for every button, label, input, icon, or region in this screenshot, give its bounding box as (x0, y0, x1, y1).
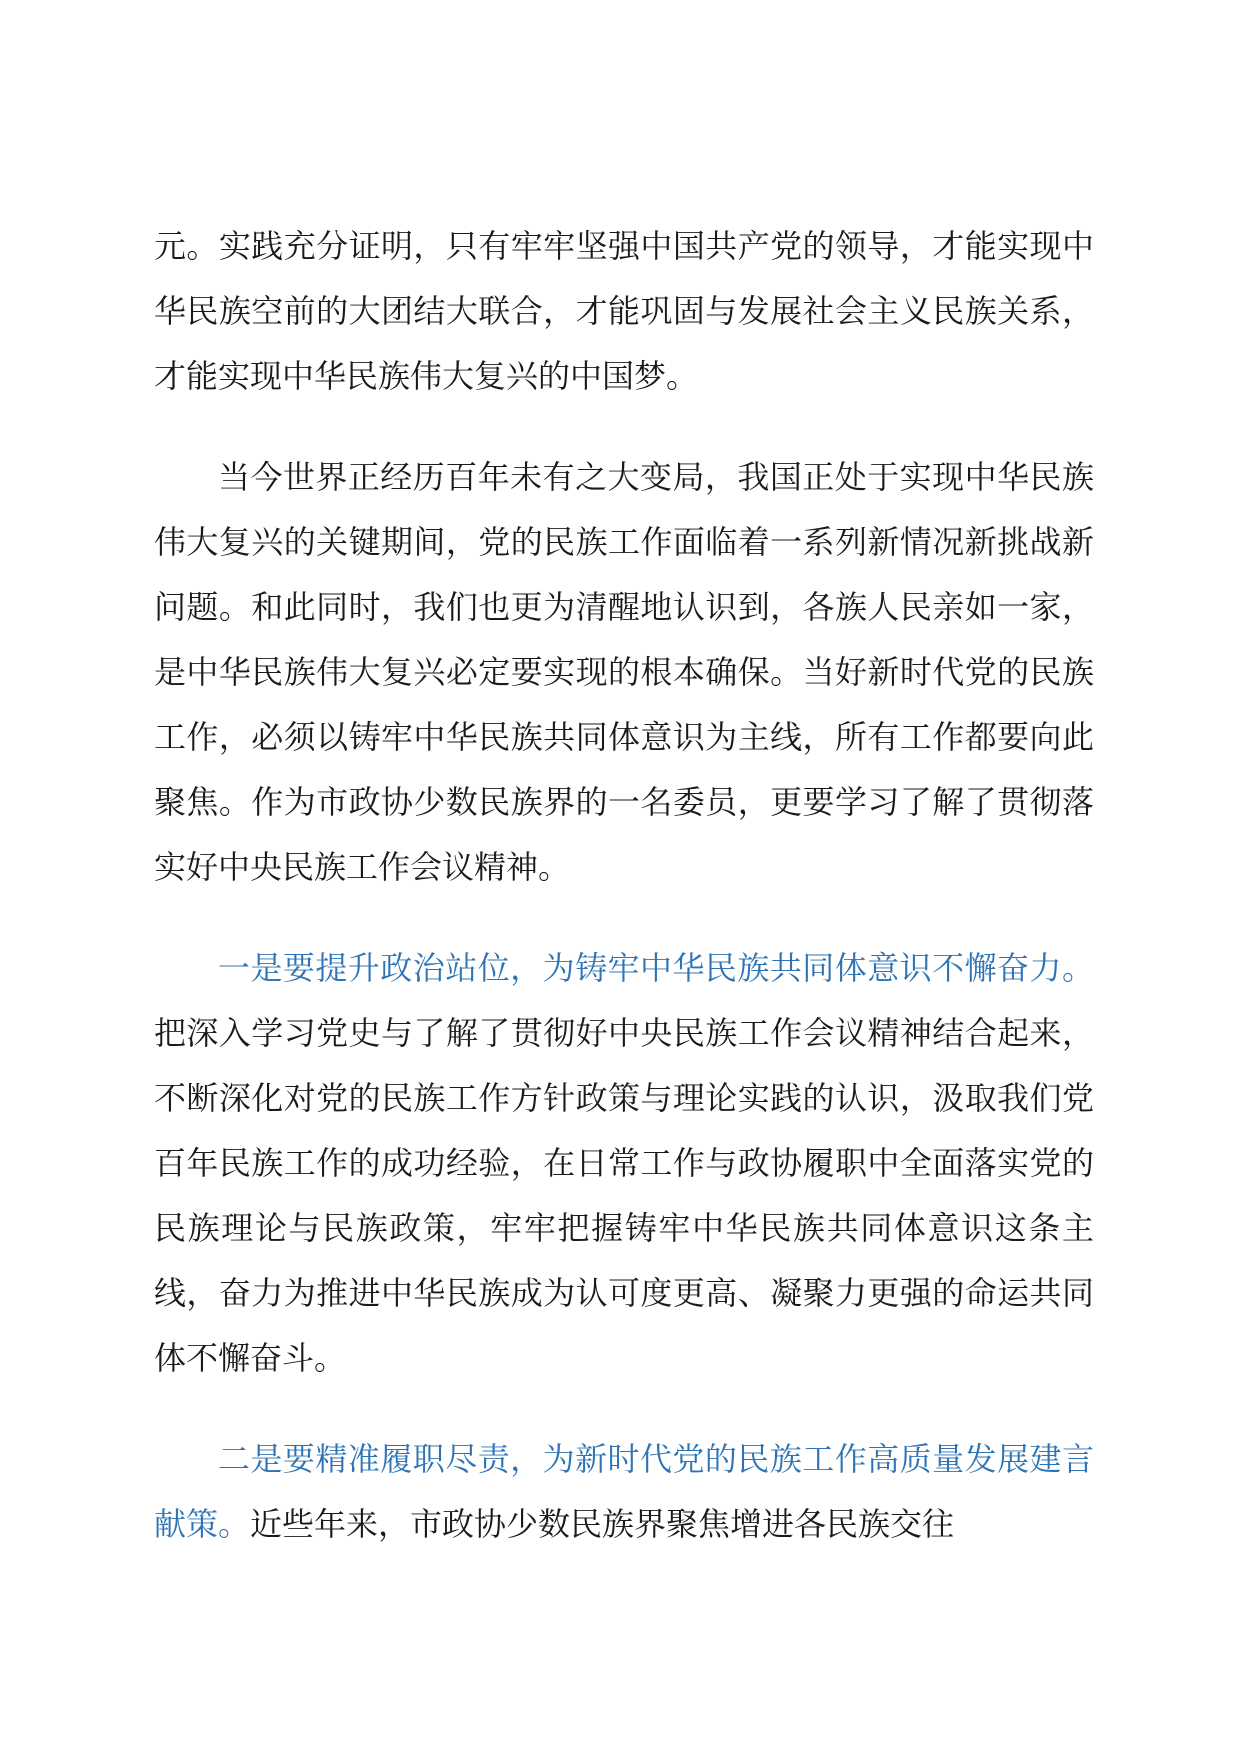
paragraph-3-heading: 一是要提升政治站位，为铸牢中华民族共同体意识不懈奋力。 (218, 949, 1094, 987)
paragraph-2-body: 当今世界正经历百年未有之大变局，我国正处于实现中华民族伟大复兴的关键期间，党的民族工作面临着一系列新情况新挑战新问题。和此同时，我们也更为清醒地认识到，各族人民亲如一家，是中华民族伟大复兴必定要实现的根本确保。当好新时代党的民族工作，必须以铸牢中华民族共同体意识为主线，所有工作都要向此聚焦。作为市政协少数民族界的一名委员，更要学习了解了贯彻落实好中央民族工作会议精神。 (154, 458, 1094, 886)
paragraph-4 (154, 1427, 1094, 1557)
paragraph-3 (154, 936, 1094, 1391)
paragraph-1-body: 元。实践充分证明，只有牢牢坚强中国共产党的领导，才能实现中华民族空前的大团结大联合，才能巩固与发展社会主义民族关系，才能实现中华民族伟大复兴的中国梦。 (154, 227, 1094, 395)
paragraph-3-body: 把深入学习党史与了解了贯彻好中央民族工作会议精神结合起来，不断深化对党的民族工作方针政策与理论实践的认识，汲取我们党百年民族工作的成功经验，在日常工作与政协履职中全面落实党的民族理论与民族政策，牢牢把握铸牢中华民族共同体意识这条主线，奋力为推进中华民族成为认可度更高、凝聚力更强的命运共同体不懈奋斗。 (154, 1014, 1094, 1377)
paragraph-4-body: 近些年来，市政协少数民族界聚焦增进各民族交往 (250, 1505, 955, 1543)
document-page (154, 214, 1094, 1593)
paragraph-2 (154, 445, 1094, 900)
paragraph-1 (154, 214, 1094, 409)
paragraph-4-heading: 二是要精准履职尽责，为新时代党的民族工作高质量发展建言献策。 (154, 1440, 1094, 1543)
